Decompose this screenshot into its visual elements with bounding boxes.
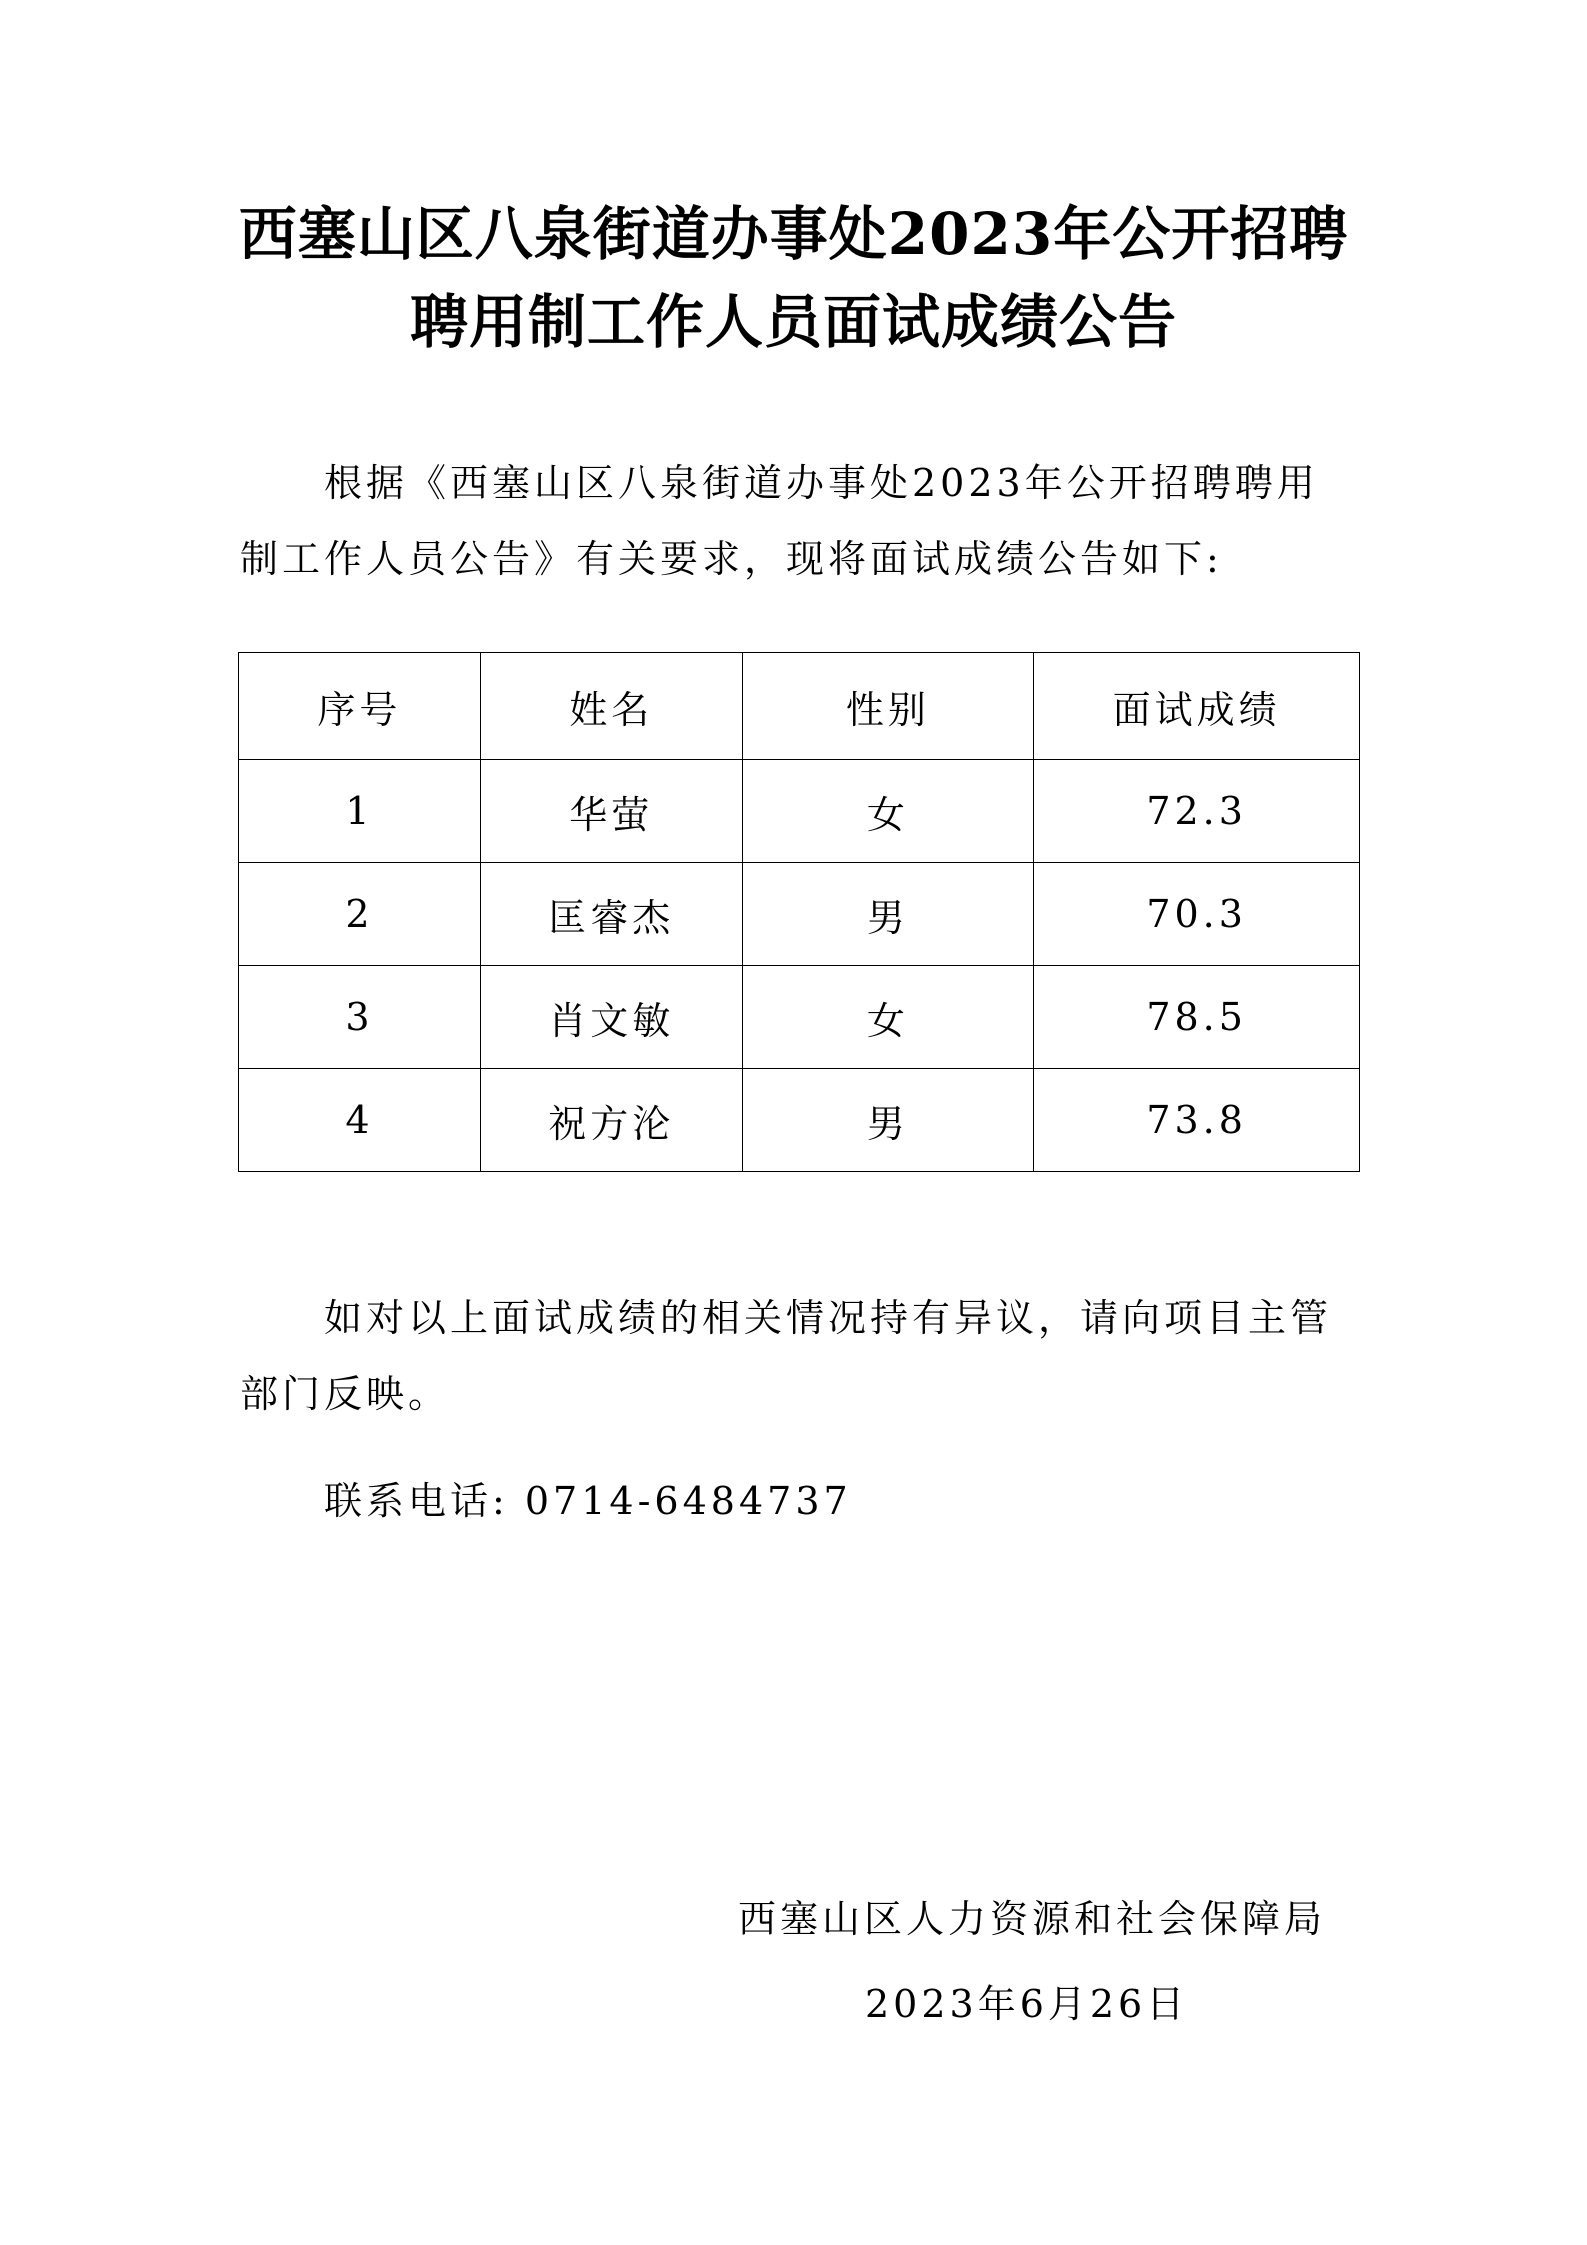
intro-line-1: 根据《西塞山区八泉街道办事处2023年公开招聘聘用 xyxy=(324,461,1319,505)
document-title xyxy=(200,190,1387,366)
objection-note-paragraph xyxy=(240,1280,1355,1432)
signature-date: 2023年6月26日 xyxy=(865,1982,1189,2026)
cell-name: 肖文敏 xyxy=(480,966,742,1069)
interview-score-table xyxy=(238,652,1360,1172)
cell-score: 73.8 xyxy=(1034,1069,1360,1172)
signature-organization: 西塞山区人力资源和社会保障局 xyxy=(738,1897,1327,1941)
table-row xyxy=(239,1069,1360,1172)
cell-number: 4 xyxy=(239,1069,481,1172)
header-gender: 性别 xyxy=(742,653,1034,760)
table-header-row xyxy=(239,653,1360,760)
cell-gender: 女 xyxy=(742,760,1034,863)
cell-score: 70.3 xyxy=(1034,863,1360,966)
cell-gender: 男 xyxy=(742,1069,1034,1172)
cell-score: 78.5 xyxy=(1034,966,1360,1069)
cell-score: 72.3 xyxy=(1034,760,1360,863)
cell-gender: 男 xyxy=(742,863,1034,966)
intro-line-2: 制工作人员公告》有关要求，现将面试成绩公告如下: xyxy=(240,537,1223,581)
table-row xyxy=(239,760,1360,863)
contact-phone: 联系电话: 0714-6484737 xyxy=(324,1479,852,1523)
title-line-1: 西塞山区八泉街道办事处2023年公开招聘 xyxy=(238,200,1349,268)
cell-name: 华萤 xyxy=(480,760,742,863)
intro-paragraph xyxy=(240,445,1355,597)
contact-paragraph xyxy=(240,1463,1355,1539)
note-line-1: 如对以上面试成绩的相关情况持有异议，请向项目主管 xyxy=(324,1296,1333,1340)
cell-number: 2 xyxy=(239,863,481,966)
table-row xyxy=(239,966,1360,1069)
header-name: 姓名 xyxy=(480,653,742,760)
header-number: 序号 xyxy=(239,653,481,760)
title-line-2: 聘用制工作人员面试成绩公告 xyxy=(409,288,1177,356)
cell-gender: 女 xyxy=(742,966,1034,1069)
cell-number: 1 xyxy=(239,760,481,863)
cell-name: 祝方沦 xyxy=(480,1069,742,1172)
header-score: 面试成绩 xyxy=(1034,653,1360,760)
cell-name: 匡睿杰 xyxy=(480,863,742,966)
table-row xyxy=(239,863,1360,966)
note-line-2: 部门反映。 xyxy=(240,1372,451,1416)
cell-number: 3 xyxy=(239,966,481,1069)
